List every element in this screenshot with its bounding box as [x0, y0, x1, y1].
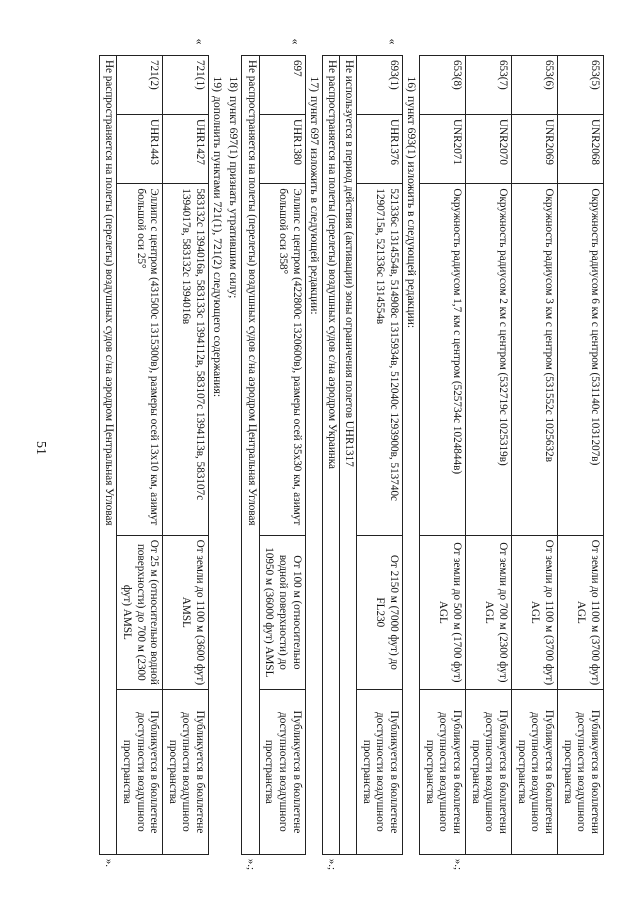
amendment-instruction: 19)дополнить пунктами 721(1), 721(2) следующего содержания:: [211, 76, 225, 398]
zone-code: UNR2071: [420, 115, 466, 184]
table-row: [340, 28, 357, 888]
amendment-instruction: 18)пункт 697(1) признать утратившим силу;: [227, 76, 241, 299]
zones-table-group2: [322, 28, 403, 888]
vertical-limits: От 2150 м (7000 фут) до FL230: [357, 535, 403, 689]
zone-code: UNR2068: [558, 115, 604, 184]
table-row: [420, 28, 466, 888]
row-number: 721(2): [117, 55, 163, 114]
zone-boundary: Окружность радиусом 2 км с центром (532719с 1025319в): [466, 184, 512, 535]
row-number: 721(1): [163, 55, 209, 114]
row-number: 653(8): [420, 55, 466, 114]
closing-quote-mark: ».;: [451, 858, 464, 871]
amendment-instruction: 17)пункт 697 изложить в следующей редакции:: [307, 76, 321, 315]
row-number: 697: [259, 55, 305, 114]
zones-table-group1: [419, 28, 604, 888]
row-number: 653(6): [512, 55, 558, 114]
table-row: [117, 28, 163, 888]
zone-remark: Не распространяется на полеты (перелеты) воздушных судов с/на аэродром Центральная Угловая: [99, 55, 116, 854]
table-row: [259, 28, 305, 888]
zone-remark: Не распространяется на полеты (перелеты) воздушных судов с/на аэродром Центральная Угловая: [242, 55, 259, 854]
vertical-limits: От земли до 1100 м (3600 фут) AMSL: [163, 535, 209, 689]
publication-note: Публикуется в бюллетени доступности воздушного пространства: [512, 690, 558, 855]
opening-quote-mark: «: [192, 38, 207, 45]
document-sheet: [64, 28, 604, 888]
publication-note: Публикуется в бюллетене доступности воздушного пространства: [357, 690, 403, 855]
zone-code: UHR1380: [259, 115, 305, 184]
table-row: [466, 28, 512, 888]
table-row: [558, 28, 604, 888]
table-row: [242, 28, 259, 888]
zone-remark: Не используется в период действия (активации) зоны ограничения полетов UHR1317: [340, 55, 357, 854]
zone-boundary: Эллипс с центром (431500с 1315300в), размеры осей 13х10 км, азимут большой оси 25°: [117, 184, 163, 535]
zone-boundary: Эллипс с центром (422800с 1320600в), размеры осей 35х30 км, азимут большой оси 358°: [259, 184, 305, 535]
zone-boundary: 521336с 1314554в, 514908с 1315934в, 512040с 1293900в, 513740с 1290715в, 521336с 1314554в: [357, 184, 403, 535]
vertical-limits: От 25 м (относительно водной поверхности) до 700 м (2300 фут) AMSL: [117, 535, 163, 689]
table-row: [322, 28, 339, 888]
row-number: 653(5): [558, 55, 604, 114]
vertical-limits: От земли до 1100 м (3700 фут) AGL: [512, 535, 558, 689]
zone-code: UHR1427: [163, 115, 209, 184]
zone-remark: Не распространяется на полеты (перелеты) воздушных судов с/на аэродром Украинка: [322, 55, 339, 854]
publication-note: Публикуется в бюллетени доступности воздушного пространства: [558, 690, 604, 855]
closing-quote-mark: ».;: [325, 858, 338, 871]
page-number: 51: [33, 441, 48, 455]
zone-code: UHR1443: [117, 115, 163, 184]
table-row: [512, 28, 558, 888]
closing-quote-mark: ».;: [245, 858, 258, 871]
amendment-instruction: 16)пункт 693(1) изложить в следующей редакции:: [405, 76, 419, 329]
zones-table-group4: [99, 28, 209, 888]
publication-note: Публикуется в бюллетене доступности воздушного пространства: [259, 690, 305, 855]
zone-boundary: Окружность радиусом 1,7 км с центром (525734с 1024844в): [420, 184, 466, 535]
vertical-limits: От земли до 1100 м (3700 фут) AGL: [558, 535, 604, 689]
zone-boundary: 583132с 1394016в, 583133с 1394112в, 583107с 1394113в, 583107с 1394017в, 583132с 1394016в: [163, 184, 209, 535]
publication-note: Публикуется в бюллетене доступности воздушного пространства: [117, 690, 163, 855]
table-row: [357, 28, 403, 888]
zones-table-group3: [241, 28, 305, 888]
publication-note: Публикуется в бюллетени доступности воздушного пространства: [466, 690, 512, 855]
opening-quote-mark: «: [386, 38, 401, 45]
table-row: [99, 28, 116, 888]
zone-code: UHR1376: [357, 115, 403, 184]
zone-code: UNR2070: [466, 115, 512, 184]
publication-note: Публикуется в бюллетени доступности воздушного пространства: [420, 690, 466, 855]
vertical-limits: От 100 м (относительно водной поверхности) до 10950 м (36000 фут) AMSL: [259, 535, 305, 689]
row-number: 653(7): [466, 55, 512, 114]
row-number: 693(1): [357, 55, 403, 114]
closing-quote-mark: ».: [102, 858, 115, 868]
opening-quote-mark: «: [289, 38, 304, 45]
vertical-limits: От земли до 500 м (1700 фут) AGL: [420, 535, 466, 689]
zone-boundary: Окружность радиусом 6 км с центром (531140с 1031207в): [558, 184, 604, 535]
zone-code: UNR2069: [512, 115, 558, 184]
zone-boundary: Окружность радиусом 3 км с центром (531552с 1025632в: [512, 184, 558, 535]
publication-note: Публикуется в бюллетене доступности воздушного пространства: [163, 690, 209, 855]
vertical-limits: От земли до 700 м (2300 фут) AGL: [466, 535, 512, 689]
table-row: [163, 28, 209, 888]
